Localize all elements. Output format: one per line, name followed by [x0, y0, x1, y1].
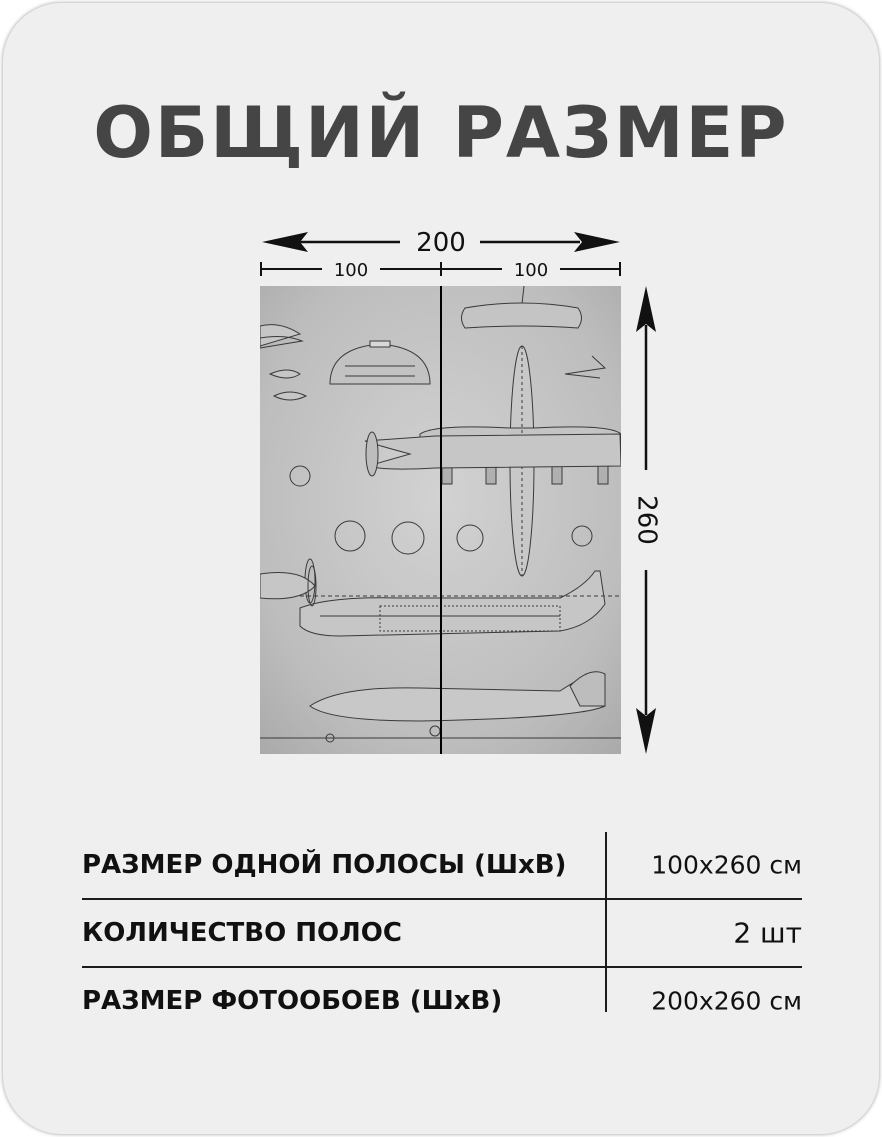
spec-label: РАЗМЕР ФОТООБОЕВ (ШхВ) [82, 986, 503, 1016]
strip-width-left-label: 100 [333, 260, 369, 281]
wallpaper-preview [260, 286, 621, 754]
spec-value: 100х260 см [651, 850, 802, 880]
height-label: 260 [631, 495, 662, 545]
spec-value: 2 шт [733, 916, 802, 950]
spec-label: КОЛИЧЕСТВО ПОЛОС [82, 918, 402, 948]
strip-width-lines [261, 262, 620, 276]
spec-row-strip-count [82, 900, 802, 968]
specs-table [82, 832, 802, 1034]
strip-width-right-label: 100 [513, 260, 549, 281]
spec-value: 200х260 см [651, 986, 802, 1016]
page-title: ОБЩИЙ РАЗМЕР [93, 92, 789, 174]
spec-label: РАЗМЕР ОДНОЙ ПОЛОСЫ (ШхВ) [82, 850, 567, 880]
spec-row-wallpaper-size [82, 968, 802, 1034]
total-width-label: 200 [416, 228, 466, 258]
spec-row-strip-size [82, 832, 802, 900]
